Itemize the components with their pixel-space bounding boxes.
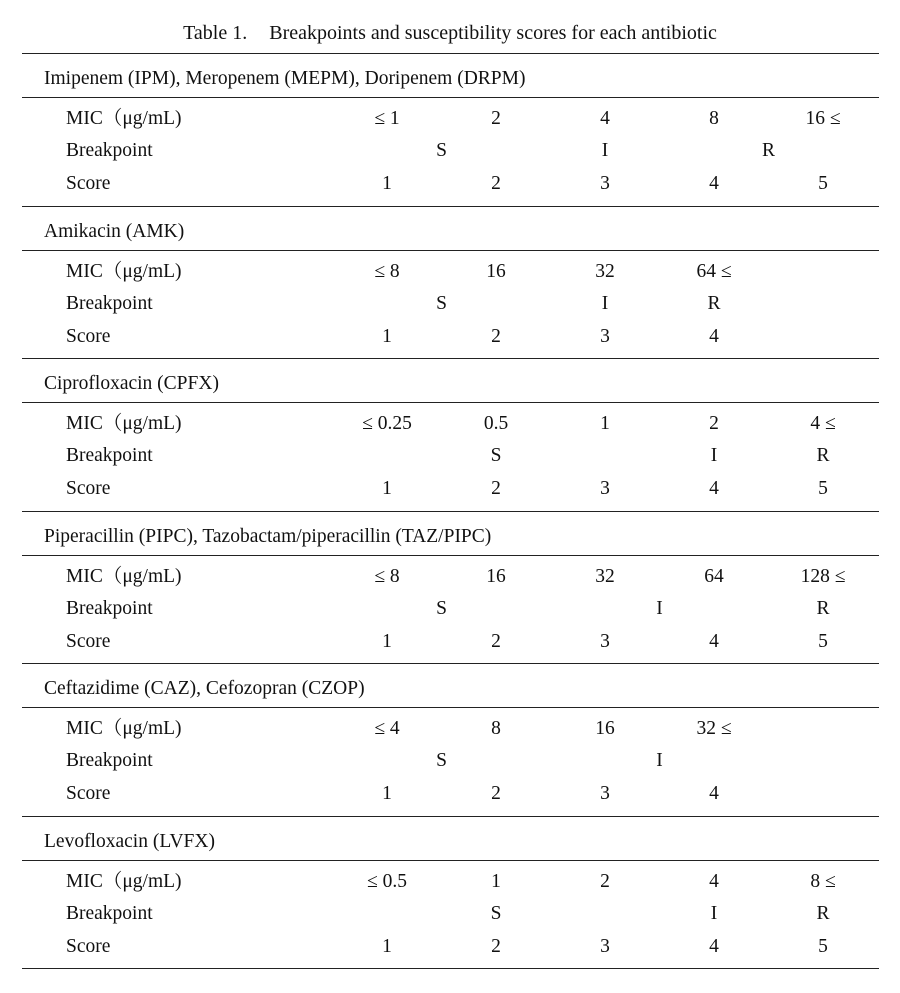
score-value: 3: [600, 325, 610, 347]
breakpoint-category: S: [490, 445, 502, 466]
mic-value: 8: [709, 108, 719, 129]
mic-value: 16: [486, 565, 506, 587]
breakpoint-category: S: [436, 750, 447, 771]
table-top-rule: [22, 53, 879, 54]
table-bottom-rule: [22, 968, 879, 969]
score-row-label: Score: [66, 325, 111, 347]
score-value: 2: [491, 783, 501, 804]
score-value: 2: [491, 935, 501, 957]
score-value: 4: [709, 783, 719, 804]
section-divider: [22, 97, 879, 98]
antibiotic-group-title: Levofloxacin (LVFX): [44, 830, 215, 852]
section-end-rule: [22, 816, 879, 817]
mic-row-label: MIC（μg/mL): [66, 565, 182, 587]
mic-value: 8: [491, 718, 501, 739]
breakpoint-row-label: Breakpoint: [66, 750, 153, 771]
mic-value: 2: [709, 413, 719, 434]
score-row-label: Score: [66, 935, 111, 957]
score-value: 5: [818, 478, 828, 499]
mic-value: 4: [709, 870, 719, 892]
section-end-rule: [22, 206, 879, 207]
mic-row-label: MIC（μg/mL): [66, 260, 182, 282]
mic-value: 32 ≤: [696, 718, 732, 739]
mic-value: 4: [600, 108, 610, 129]
score-value: 3: [600, 478, 610, 499]
breakpoint-category: I: [601, 140, 609, 161]
score-row-label: Score: [66, 783, 111, 804]
antibiotic-group-title: Ceftazidime (CAZ), Cefozopran (CZOP): [44, 678, 365, 699]
mic-value: 16 ≤: [805, 108, 841, 129]
score-value: 4: [709, 935, 719, 957]
score-value: 2: [491, 173, 501, 194]
section-end-rule: [22, 358, 879, 359]
mic-row-label: MIC（μg/mL): [66, 413, 182, 434]
breakpoint-row-label: Breakpoint: [66, 140, 153, 161]
score-value: 5: [818, 935, 828, 957]
score-value: 4: [709, 173, 719, 194]
breakpoint-category: S: [436, 597, 447, 619]
mic-value: 16: [486, 260, 506, 282]
score-value: 4: [709, 478, 719, 499]
mic-row-label: MIC（μg/mL): [66, 108, 182, 129]
mic-row-label: MIC（μg/mL): [66, 870, 182, 892]
breakpoint-category: R: [761, 140, 775, 161]
breakpoint-row-label: Breakpoint: [66, 597, 153, 619]
score-value: 1: [382, 630, 392, 652]
breakpoint-category: I: [656, 597, 663, 619]
breakpoint-category: S: [436, 292, 447, 314]
antibiotic-group-title: Ciprofloxacin (CPFX): [44, 373, 219, 394]
breakpoint-category: I: [601, 292, 609, 314]
breakpoint-category: I: [710, 902, 718, 924]
mic-value: 128 ≤: [800, 565, 846, 587]
score-value: 2: [491, 630, 501, 652]
antibiotic-group-title: Amikacin (AMK): [44, 220, 185, 242]
score-value: 3: [600, 783, 610, 804]
section-divider: [22, 402, 879, 403]
mic-value: 2: [491, 108, 501, 129]
mic-value: 1: [600, 413, 610, 434]
breakpoint-category: R: [816, 902, 830, 924]
mic-value: ≤ 8: [374, 565, 400, 587]
score-value: 4: [709, 325, 719, 347]
score-value: 1: [382, 173, 392, 194]
score-value: 2: [491, 478, 501, 499]
score-row-label: Score: [66, 173, 111, 194]
score-value: 1: [382, 935, 392, 957]
mic-value: 32: [595, 260, 615, 282]
score-value: 3: [600, 630, 610, 652]
antibiotic-group-title: Imipenem (IPM), Meropenem (MEPM), Doripenem (DRPM): [44, 68, 526, 89]
score-row-label: Score: [66, 478, 111, 499]
mic-value: ≤ 8: [374, 260, 400, 282]
score-value: 5: [818, 173, 828, 194]
section-divider: [22, 250, 879, 251]
score-row-label: Score: [66, 630, 111, 652]
mic-value: 64 ≤: [696, 260, 732, 282]
breakpoint-category: R: [816, 597, 830, 619]
mic-value: 64: [704, 565, 724, 587]
score-value: 4: [709, 630, 719, 652]
score-value: 1: [382, 478, 392, 499]
breakpoint-category: I: [710, 445, 718, 466]
mic-value: ≤ 0.5: [367, 870, 407, 892]
mic-value: 1: [491, 870, 501, 892]
score-value: 2: [491, 325, 501, 347]
table-number: Table 1.: [183, 22, 248, 44]
section-divider: [22, 555, 879, 556]
mic-value: ≤ 1: [374, 108, 400, 129]
breakpoint-category: S: [490, 902, 502, 924]
mic-value: 8 ≤: [810, 870, 836, 892]
mic-value: 4 ≤: [810, 413, 836, 434]
section-divider: [22, 707, 879, 708]
mic-value: ≤ 0.25: [362, 413, 412, 434]
breakpoint-category: R: [707, 292, 721, 314]
mic-value: ≤ 4: [374, 718, 400, 739]
table-title: Breakpoints and susceptibility scores for each antibiotic: [269, 22, 717, 44]
antibiotic-group-title: Piperacillin (PIPC), Tazobactam/piperacillin (TAZ/PIPC): [44, 525, 492, 547]
mic-value: 0.5: [483, 413, 509, 434]
mic-value: 32: [595, 565, 615, 587]
table-caption: [0, 18, 900, 48]
mic-row-label: MIC（μg/mL): [66, 718, 182, 739]
breakpoint-row-label: Breakpoint: [66, 902, 153, 924]
section-end-rule: [22, 663, 879, 664]
section-end-rule: [22, 511, 879, 512]
score-value: 3: [600, 173, 610, 194]
section-divider: [22, 860, 879, 861]
breakpoint-row-label: Breakpoint: [66, 292, 153, 314]
score-value: 5: [818, 630, 828, 652]
breakpoint-row-label: Breakpoint: [66, 445, 153, 466]
score-value: 1: [382, 783, 392, 804]
mic-value: 16: [595, 718, 615, 739]
score-value: 1: [382, 325, 392, 347]
breakpoint-category: R: [816, 445, 830, 466]
score-value: 3: [600, 935, 610, 957]
mic-value: 2: [600, 870, 610, 892]
breakpoint-category: I: [656, 750, 663, 771]
breakpoint-category: S: [436, 140, 447, 161]
